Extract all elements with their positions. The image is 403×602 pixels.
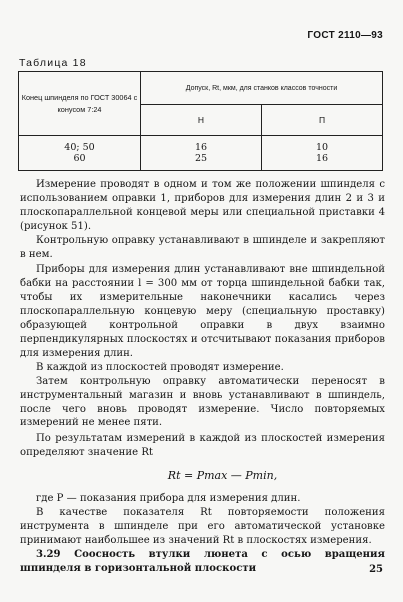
section-heading: 3.29 Соосность втулки люнета с осью вращения шпинделя в горизонтальной плоскости	[20, 548, 385, 574]
paragraph: По результатам измерений в каждой из плоскостей измерения определяют значение Rt	[20, 433, 385, 459]
paragraph: где P — показания прибора для измерения длин.	[36, 493, 301, 505]
cell-line: 10	[315, 141, 329, 153]
tolerance-table	[18, 71, 383, 171]
paragraph: Приборы для измерения длин устанавливают вне шпиндельной бабки на расстоянии l = 300 мм от торца шпиндельной бабки так, чтобы их измерительные наконечники касались через плоскопараллельную концевую меру (специальную проставку) образующей контрольной оправки в двух взаимно перпендикулярных плоскостях и отсчитывают показания приборов для измерения длин.	[20, 264, 385, 359]
paragraph: Измерение проводят в одном и том же положении шпинделя с использованием оправки 1, приборов для измерения длин 2 и 3 и плоскопараллельной концевой меры или специальной приставки 4 (рисунок 51).	[20, 179, 385, 232]
formula-text: Rt = Pmax — Pmin,	[167, 469, 278, 483]
table-caption: Таблица 18	[19, 57, 87, 69]
header-grade-h: Н	[141, 105, 262, 136]
header-tolerance: Допуск, Rt, мкм, для станков классов точности	[141, 72, 383, 105]
formula	[60, 469, 385, 483]
cell-line: 16	[194, 141, 208, 153]
header-spindle-end: Конец шпинделя по ГОСТ 30064 с конусом 7:24	[19, 72, 141, 136]
cell-spindle	[19, 136, 141, 171]
table-row	[19, 136, 383, 171]
header-grade-p: П	[261, 105, 382, 136]
cell-line: 16	[315, 153, 329, 164]
cell-grade-p	[261, 136, 382, 171]
paragraph: В каждой из плоскостей проводят измерение.	[36, 361, 284, 373]
paragraph: В качестве показателя Rt повторяемости положения инструмента в шпинделе при его автоматической установке принимают наибольшее из значений Rt в плоскостях измерения.	[20, 506, 385, 546]
standard-code: ГОСТ 2110—93	[307, 30, 383, 41]
cell-line: 40; 50	[64, 141, 95, 153]
cell-line: 25	[194, 153, 208, 164]
page-number: 25	[369, 564, 383, 575]
cell-grade-h	[141, 136, 262, 171]
paragraph: Затем контрольную оправку автоматически переносят в инструментальный магазин и вновь устанавливают в шпиндель, после чего вновь проводят измерение. Число повторяемых измерений не менее пяти.	[20, 375, 385, 429]
paragraph: Контрольную оправку устанавливают в шпинделе и закрепляют в нем.	[20, 234, 385, 260]
body-text	[20, 178, 385, 575]
cell-line: 60	[73, 153, 86, 164]
